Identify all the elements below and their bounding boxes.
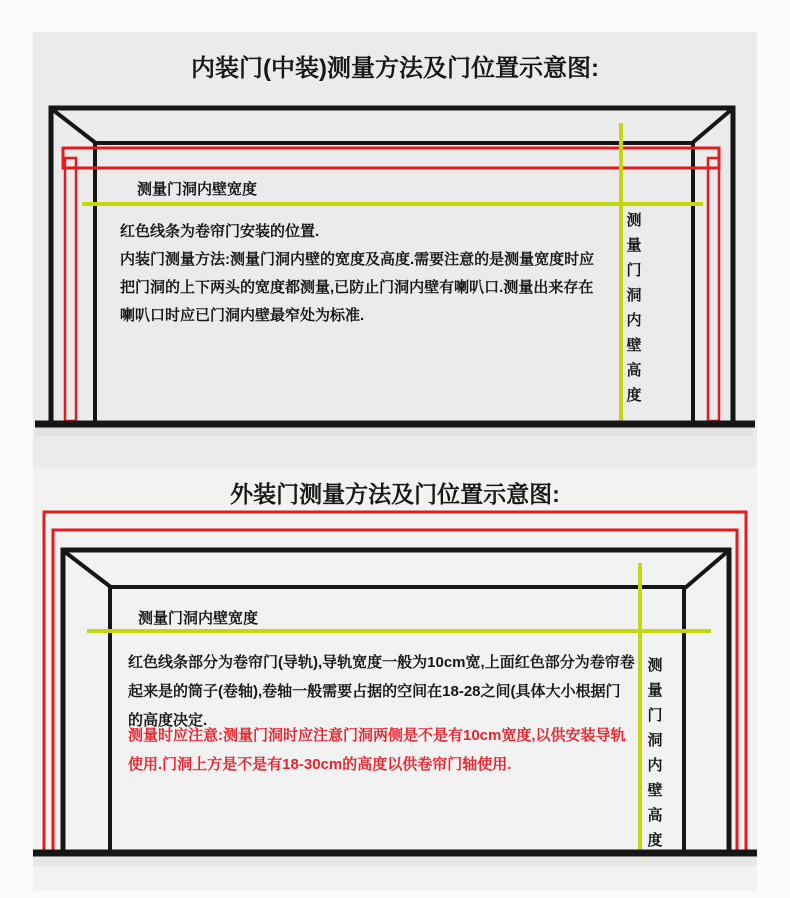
height-measure-label: 测量门洞内壁高度 — [647, 657, 663, 849]
floor-shadow — [33, 857, 757, 866]
height-measure-label: 测量门洞内壁高度 — [626, 212, 642, 404]
perspective-diagonal-left — [53, 110, 97, 144]
instruction-line: 起来是的筒子(卷轴),卷轴一般需要占据的空间在18-28之间(具体大小根据门 — [128, 683, 621, 700]
instruction-line: 把门洞的上下两头的宽度都测量,已防止门洞内壁有喇叭口.测量出来存在 — [120, 279, 594, 296]
perspective-diagonal-right — [691, 110, 731, 144]
width-measure-label: 测量门洞内壁宽度 — [137, 181, 258, 198]
warning-line: 使用.门洞上方是不是有18-30cm的高度以供卷帘门轴使用. — [128, 756, 512, 773]
interior-instructions — [120, 218, 594, 330]
floor-shadow — [35, 427, 753, 436]
measurement-warning — [128, 721, 626, 779]
panel-interior-title: 内装门(中装)测量方法及门位置示意图: — [191, 55, 599, 82]
instruction-line: 内装门测量方法:测量门洞内壁的宽度及高度.需要注意的是测量宽度时应 — [120, 251, 595, 268]
perspective-diagonal-right — [685, 552, 727, 588]
instruction-line: 的高度决定. — [128, 712, 208, 729]
shutter-rail-right — [708, 158, 719, 421]
panel-interior-door — [33, 32, 757, 446]
width-measure-label: 测量门洞内壁宽度 — [138, 610, 259, 627]
perspective-diagonal-left — [65, 552, 112, 588]
panel-exterior-title: 外装门测量方法及门位置示意图: — [230, 481, 560, 507]
panel-exterior-door — [33, 467, 757, 891]
instruction-line: 喇叭口时应已门洞内壁最窄处为标准. — [120, 307, 365, 324]
warning-line: 测量时应注意:测量门洞时应注意门洞两侧是不是有10cm宽度,以供安装导轨 — [128, 727, 626, 744]
guide-sheet — [33, 32, 757, 891]
shutter-rail-left — [65, 158, 76, 421]
instruction-line: 红色线条为卷帘门安装的位置. — [120, 223, 320, 240]
instruction-line: 红色线条部分为卷帘门(导轨),导轨宽度一般为10cm宽,上面红色部分为卷帘卷 — [128, 654, 635, 671]
